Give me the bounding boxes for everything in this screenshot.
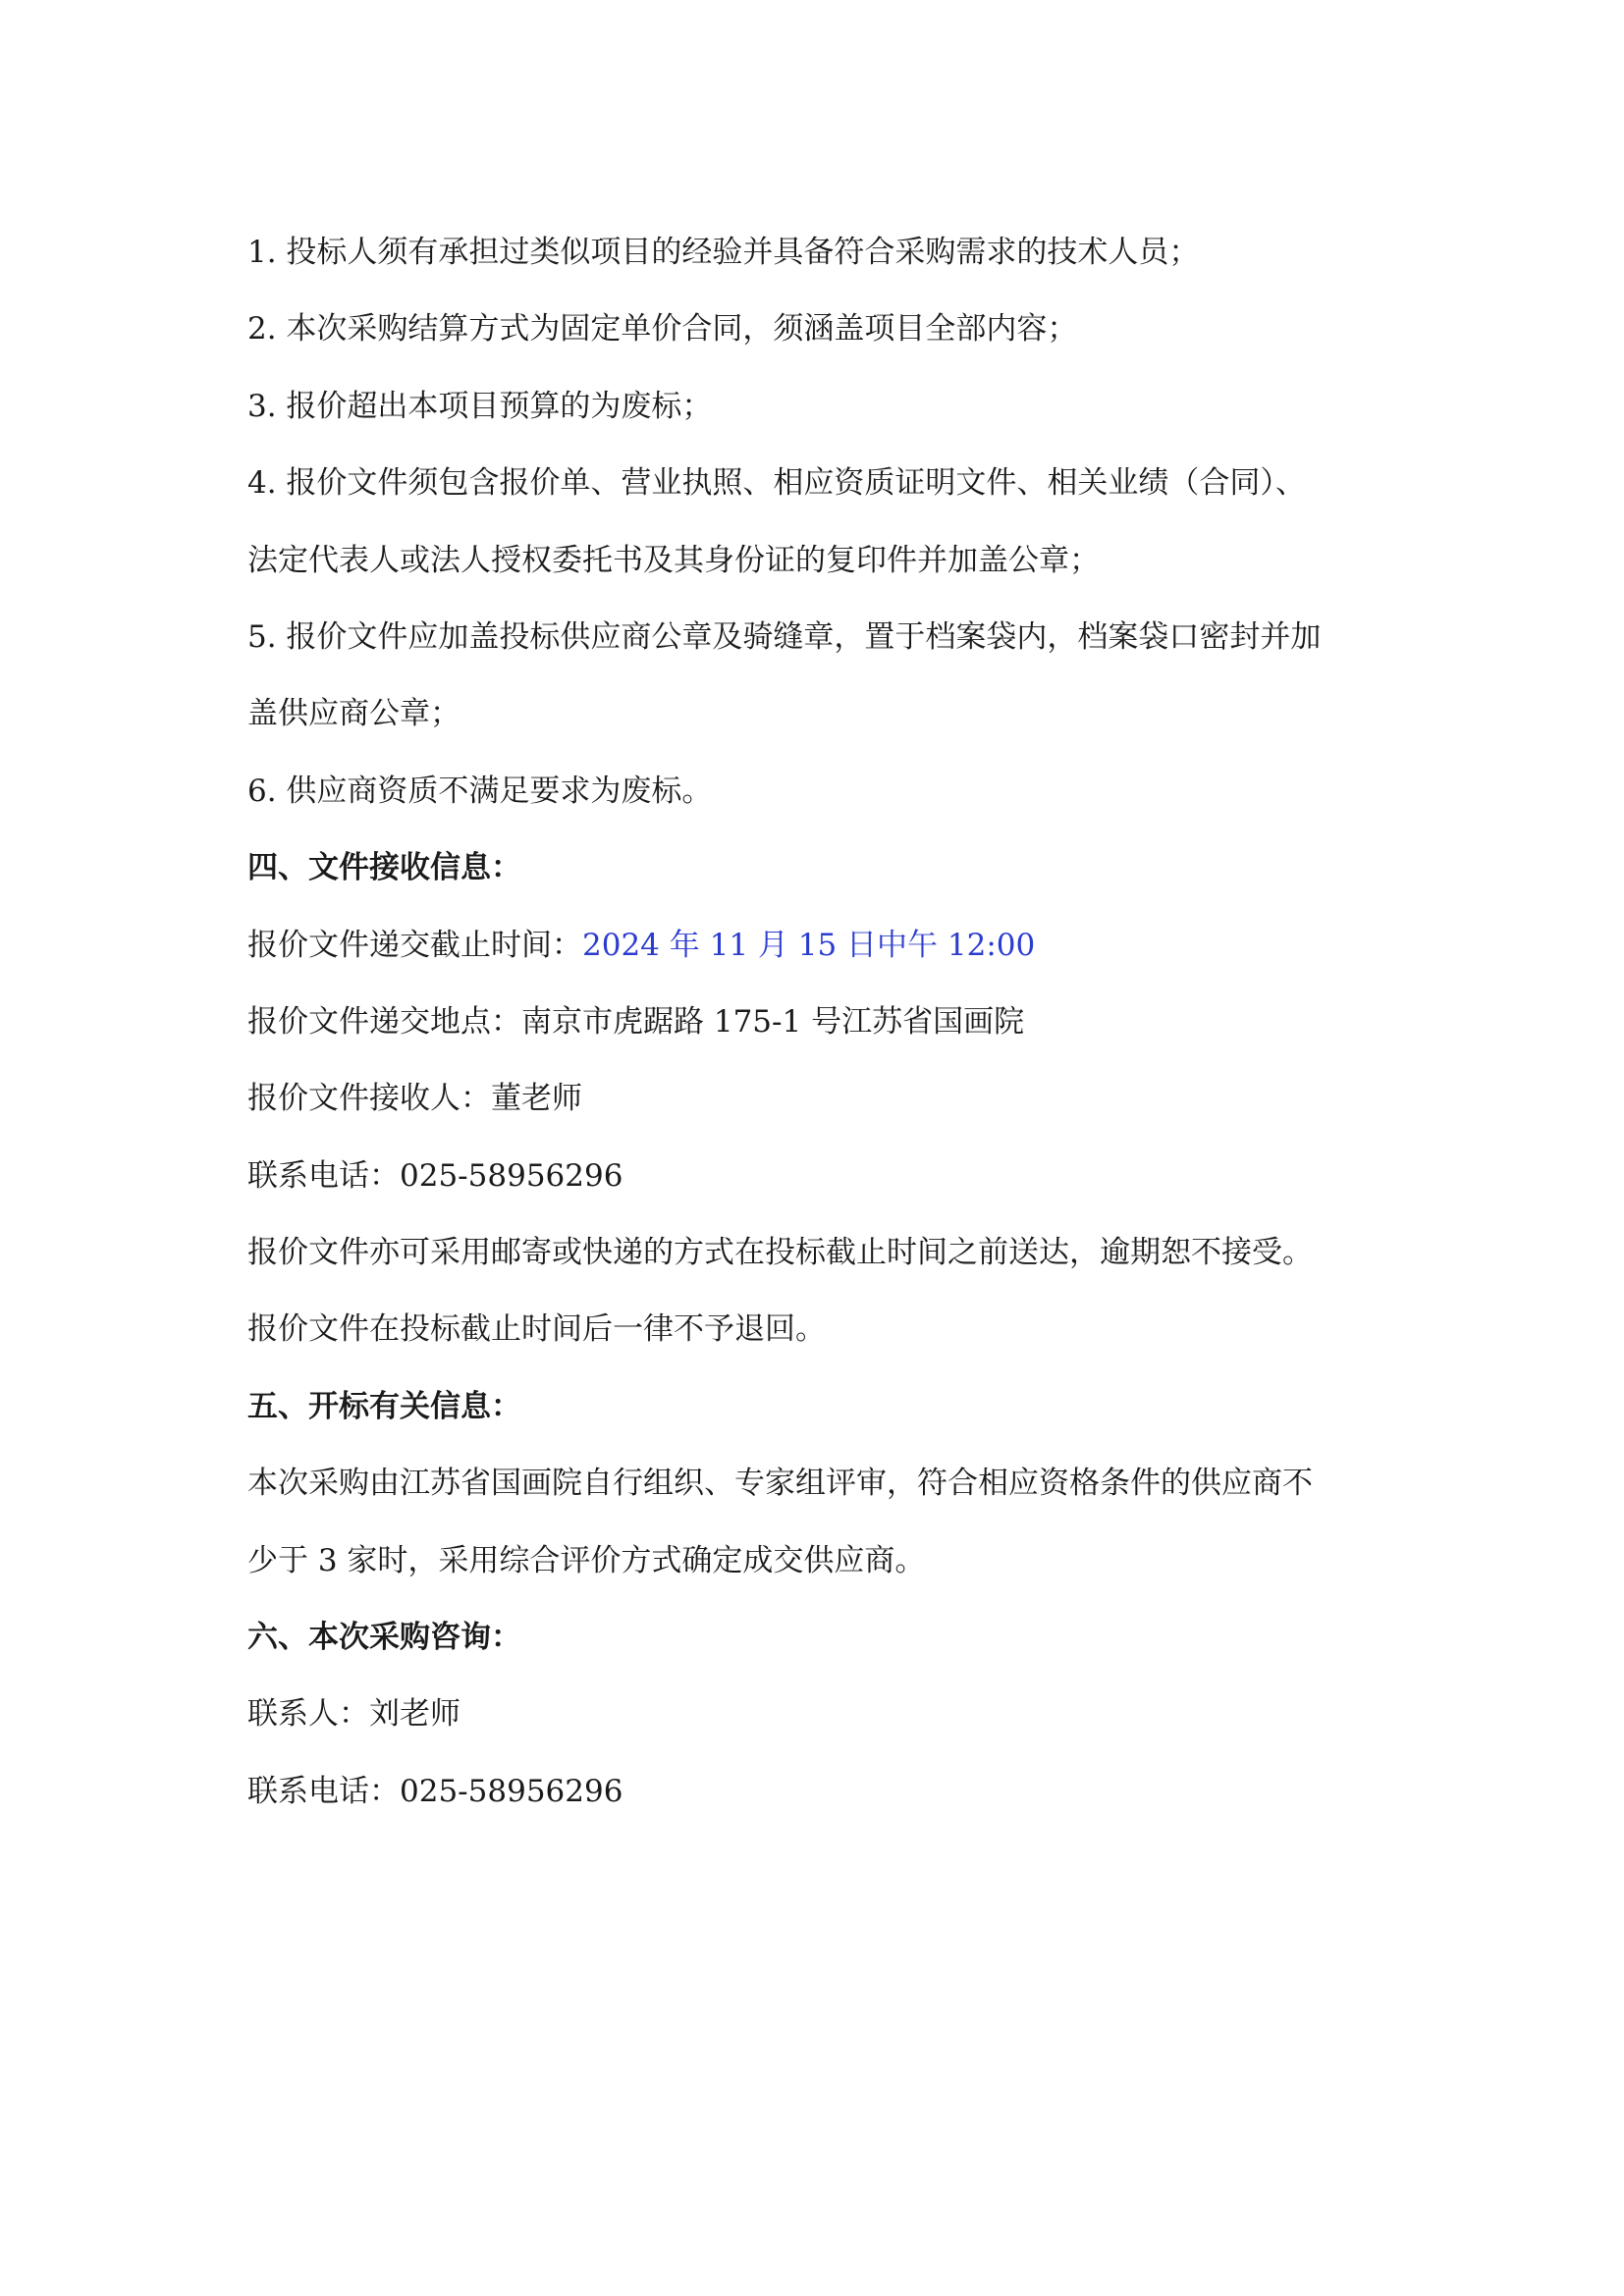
contact-phone: 联系电话：025-58956296: [247, 1773, 623, 1809]
requirement-item: 5. 报价文件应加盖投标供应商公章及骑缝章，置于档案袋内，档案袋口密封并加: [247, 618, 1322, 655]
requirement-item: 2. 本次采购结算方式为固定单价合同，须涵盖项目全部内容；: [247, 311, 1078, 347]
file-receiver: 报价文件接收人：董老师: [247, 1081, 582, 1117]
requirement-item: 1. 投标人须有承担过类似项目的经验并具备符合采购需求的技术人员；: [247, 235, 1200, 270]
contact-phone: 联系电话：025-58956296: [247, 1157, 623, 1194]
requirement-item: 3. 报价超出本项目预算的为废标；: [247, 388, 713, 424]
document-body: [247, 214, 1396, 1830]
paragraph-line: 本次采购由江苏省国画院自行组织、专家组评审，符合相应资格条件的供应商不: [247, 1466, 1313, 1502]
section-heading: 五、开标有关信息：: [247, 1388, 521, 1424]
requirement-item: 4. 报价文件须包含报价单、营业执照、相应资质证明文件、相关业绩（合同）、: [247, 465, 1306, 502]
requirement-item-continued: 盖供应商公章；: [247, 696, 460, 732]
section-heading: 四、文件接收信息：: [247, 850, 521, 886]
mail-delivery-note: 报价文件亦可采用邮寄或快递的方式在投标截止时间之前送达，逾期恕不接受。: [247, 1235, 1313, 1271]
contact-person: 联系人：刘老师: [247, 1696, 460, 1733]
no-return-note: 报价文件在投标截止时间后一律不予退回。: [247, 1311, 826, 1348]
section-file-receipt: [247, 829, 1396, 1368]
section-consultation: [247, 1599, 1396, 1830]
deadline-label: 报价文件递交截止时间：: [247, 927, 582, 963]
paragraph-line: 少于 3 家时，采用综合评价方式确定成交供应商。: [247, 1542, 926, 1578]
section-heading: 六、本次采购咨询：: [247, 1620, 521, 1656]
requirement-item: 6. 供应商资质不满足要求为废标。: [247, 773, 713, 809]
section-bid-opening: [247, 1368, 1396, 1599]
submission-location: 报价文件递交地点：南京市虎踞路 175-1 号江苏省国画院: [247, 1003, 1025, 1040]
deadline-line: [247, 907, 1396, 984]
requirement-item-continued: 法定代表人或法人授权委托书及其身份证的复印件并加盖公章；: [247, 542, 1100, 578]
requirements-list: [247, 214, 1396, 829]
deadline-value: 2024 年 11 月 15 日中午 12:00: [582, 927, 1036, 963]
